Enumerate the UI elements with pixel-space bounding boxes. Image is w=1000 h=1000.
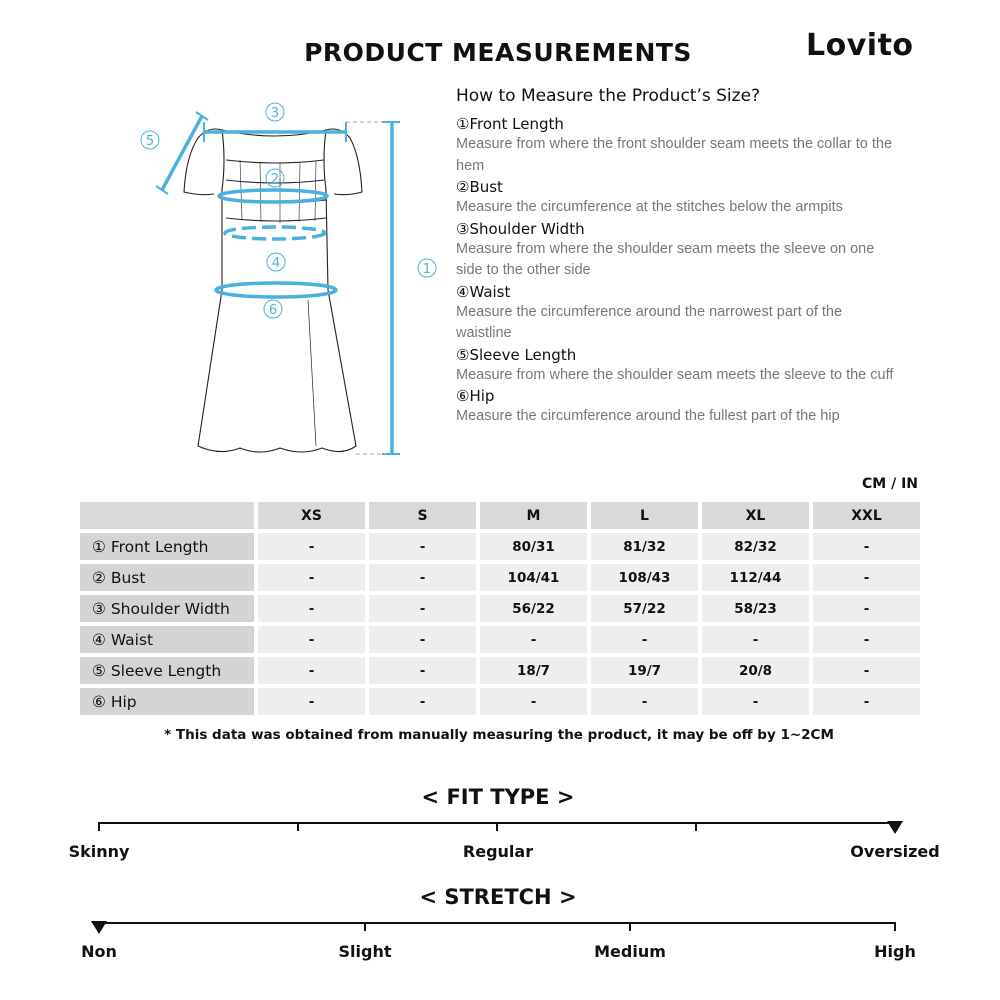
scale-line bbox=[98, 922, 896, 924]
how-to-measure-panel bbox=[456, 86, 896, 428]
size-value-cell: - bbox=[480, 626, 587, 653]
how-to-measure-heading: How to Measure the Product’s Size? bbox=[456, 86, 761, 106]
scale-label: Slight bbox=[338, 942, 392, 961]
size-value-cell: - bbox=[369, 564, 476, 591]
table-row bbox=[80, 564, 920, 591]
page-title: PRODUCT MEASUREMENTS bbox=[304, 38, 692, 67]
size-value-cell: - bbox=[702, 688, 809, 715]
measure-item-label: ③Shoulder Width bbox=[456, 219, 585, 238]
table-row bbox=[80, 626, 920, 653]
scale-tick bbox=[297, 822, 299, 831]
size-value-cell: - bbox=[369, 657, 476, 684]
table-row bbox=[80, 657, 920, 684]
scale-tick bbox=[629, 922, 631, 931]
measure-item-label: ④Waist bbox=[456, 282, 511, 301]
measure-item-description: Measure the circumference around the narrowest part of the waistline bbox=[456, 303, 843, 341]
measure-item-description: Measure the circumference at the stitches below the armpits bbox=[456, 199, 843, 215]
size-column-header: M bbox=[480, 502, 587, 529]
size-chart-table bbox=[76, 498, 924, 719]
measure-item bbox=[456, 219, 896, 282]
measure-item-label: ②Bust bbox=[456, 178, 503, 196]
table-row bbox=[80, 688, 920, 715]
measurement-row-label: ① Front Length bbox=[80, 533, 254, 560]
marker-2: 2 bbox=[270, 172, 280, 187]
measurement-disclaimer: * This data was obtained from manually measuring the product, it may be off by 1~2CM bbox=[164, 727, 834, 743]
dress-measurement-diagram bbox=[130, 100, 430, 470]
size-column-header: L bbox=[591, 502, 698, 529]
marker-4: 4 bbox=[271, 256, 281, 271]
measure-item-label: ⑤Sleeve Length bbox=[456, 345, 577, 364]
marker-6: 6 bbox=[268, 303, 278, 318]
size-value-cell: - bbox=[258, 595, 365, 622]
table-row bbox=[80, 533, 920, 560]
measure-item-description: Measure the circumference around the fullest part of the hip bbox=[456, 408, 840, 424]
size-value-cell: - bbox=[258, 564, 365, 591]
size-value-cell: - bbox=[258, 688, 365, 715]
size-value-cell: - bbox=[480, 688, 587, 715]
guide-dashes bbox=[346, 122, 386, 454]
size-value-cell: - bbox=[369, 626, 476, 653]
size-header-row bbox=[80, 502, 920, 529]
marker-1: 1 bbox=[422, 262, 432, 277]
size-value-cell: - bbox=[258, 626, 365, 653]
units-label: CM / IN bbox=[862, 476, 918, 492]
size-column-header: XL bbox=[702, 502, 809, 529]
scale-tick bbox=[695, 822, 697, 831]
how-to-measure-list bbox=[456, 114, 896, 428]
size-value-cell: 20/8 bbox=[702, 657, 809, 684]
measurement-row-label: ③ Shoulder Width bbox=[80, 595, 254, 622]
scale-label: Skinny bbox=[68, 842, 130, 861]
measurement-row-label: ⑤ Sleeve Length bbox=[80, 657, 254, 684]
size-value-cell: - bbox=[813, 595, 920, 622]
size-value-cell: - bbox=[813, 688, 920, 715]
scale-label: Regular bbox=[462, 842, 534, 861]
measure-item-label: ⑥Hip bbox=[456, 387, 495, 405]
size-chart-body bbox=[80, 533, 920, 715]
size-value-cell: 82/32 bbox=[702, 533, 809, 560]
scale-tick bbox=[894, 922, 896, 931]
size-column-header: XXL bbox=[813, 502, 920, 529]
measure-item bbox=[456, 177, 896, 219]
scale-tick bbox=[364, 922, 366, 931]
size-value-cell: - bbox=[369, 688, 476, 715]
scale-tick bbox=[496, 822, 498, 831]
brand-logo: Lovito bbox=[806, 28, 914, 63]
scale-label: Medium bbox=[594, 942, 666, 961]
measure-item-description: Measure from where the shoulder seam meets the sleeve to the cuff bbox=[456, 366, 894, 383]
size-column-header: S bbox=[369, 502, 476, 529]
size-value-cell: 57/22 bbox=[591, 595, 698, 622]
marker-3: 3 bbox=[270, 106, 280, 121]
scale-label: Oversized bbox=[850, 842, 940, 861]
size-value-cell: 18/7 bbox=[480, 657, 587, 684]
size-value-cell: - bbox=[813, 626, 920, 653]
size-column-header: XS bbox=[258, 502, 365, 529]
size-value-cell: 81/32 bbox=[591, 533, 698, 560]
table-corner-cell bbox=[80, 502, 254, 529]
size-value-cell: - bbox=[813, 657, 920, 684]
stretch-title: < STRETCH > bbox=[419, 885, 577, 909]
measure-item-label: ①Front Length bbox=[456, 115, 564, 133]
selected-marker-icon bbox=[887, 821, 903, 834]
measure-item-description: Measure from where the shoulder seam meets the sleeve on one side to the other side bbox=[456, 240, 875, 278]
measurement-row-label: ⑥ Hip bbox=[80, 688, 254, 715]
measure-item-description: Measure from where the front shoulder seam meets the collar to the hem bbox=[456, 136, 893, 174]
size-value-cell: 80/31 bbox=[480, 533, 587, 560]
size-value-cell: - bbox=[813, 564, 920, 591]
measure-item bbox=[456, 386, 896, 428]
size-value-cell: 58/23 bbox=[702, 595, 809, 622]
size-value-cell: 112/44 bbox=[702, 564, 809, 591]
measurement-row-label: ④ Waist bbox=[80, 626, 254, 653]
size-value-cell: 104/41 bbox=[480, 564, 587, 591]
size-value-cell: - bbox=[591, 688, 698, 715]
measure-item bbox=[456, 114, 896, 177]
size-value-cell: 56/22 bbox=[480, 595, 587, 622]
size-value-cell: - bbox=[591, 626, 698, 653]
table-row bbox=[80, 595, 920, 622]
size-value-cell: - bbox=[258, 657, 365, 684]
scale-label: Non bbox=[81, 942, 117, 961]
size-value-cell: - bbox=[258, 533, 365, 560]
size-value-cell: - bbox=[369, 533, 476, 560]
size-value-cell: 108/43 bbox=[591, 564, 698, 591]
size-value-cell: - bbox=[369, 595, 476, 622]
fit-type-title: < FIT TYPE > bbox=[421, 785, 575, 809]
size-value-cell: - bbox=[702, 626, 809, 653]
size-value-cell: 19/7 bbox=[591, 657, 698, 684]
measure-item bbox=[456, 282, 896, 345]
measurement-row-label: ② Bust bbox=[80, 564, 254, 591]
scale-label: High bbox=[874, 942, 916, 961]
size-value-cell: - bbox=[813, 533, 920, 560]
measure-item bbox=[456, 345, 896, 387]
marker-5: 5 bbox=[145, 134, 155, 149]
selected-marker-icon bbox=[91, 921, 107, 934]
scale-tick bbox=[98, 822, 100, 831]
